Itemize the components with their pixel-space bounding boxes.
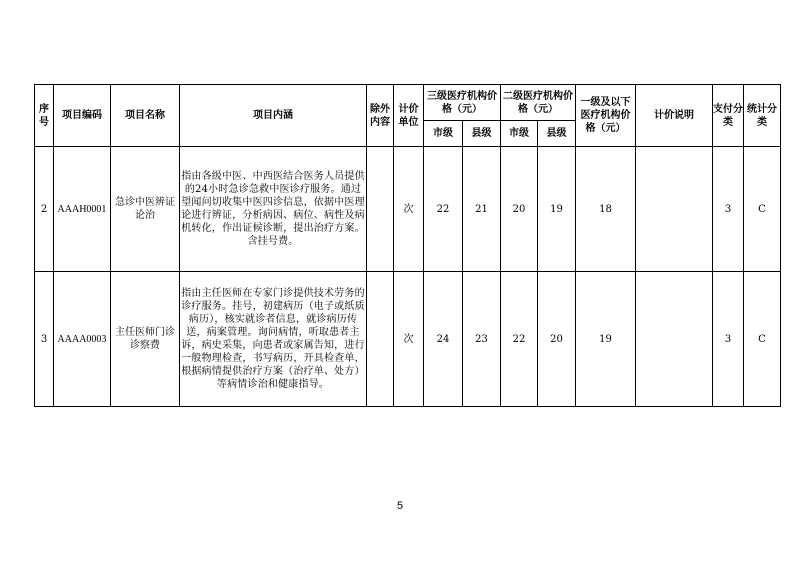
table-row: [35, 272, 781, 407]
header-seq: 序号: [35, 85, 54, 147]
cell-unit: 次: [394, 147, 424, 272]
cell-l3-city: 24: [424, 272, 463, 407]
fee-table: [34, 84, 781, 407]
cell-l2-county: 20: [538, 272, 576, 407]
header-code: 项目编码: [54, 85, 111, 147]
page-number: 5: [396, 500, 404, 512]
cell-content: 指由主任医师在专家门诊提供技术劳务的诊疗服务。挂号，初建病历（电子或纸质病历），核实就诊者信息，就诊病历传送，病案管理。询问病情，听取患者主诉，病史采集，向患者或家属告知，进行一般物理检查，书写病历，开具检查单，根据病情提供治疗方案（治疗单、处方）等病情诊治和健康指导。: [180, 272, 367, 407]
cell-seq: 2: [35, 147, 54, 272]
cell-unit: 次: [394, 272, 424, 407]
cell-l2-city: 22: [501, 272, 538, 407]
cell-pay: 3: [713, 272, 744, 407]
header-unit: 计价单位: [394, 85, 424, 147]
cell-l1: 19: [576, 272, 636, 407]
cell-stat: C: [744, 272, 781, 407]
cell-content: 指由各级中医、中西医结合医务人员提供的24小时急诊急救中医诊疗服务。通过望闻问切收集中医四诊信息，依据中医理论进行辨证，分析病因、病位、病性及病机转化，作出证候诊断，提出治疗方案。含挂号费。: [180, 147, 367, 272]
cell-note: [636, 147, 713, 272]
cell-code: AAAH0001: [54, 147, 111, 272]
header-l3-city: 市级: [424, 121, 463, 147]
header-level2: 二级医疗机构价格（元）: [501, 85, 576, 121]
cell-seq: 3: [35, 272, 54, 407]
header-level3: 三级医疗机构价格（元）: [424, 85, 501, 121]
header-note: 计价说明: [636, 85, 713, 147]
cell-exclude: [367, 147, 394, 272]
cell-pay: 3: [713, 147, 744, 272]
header-level1: 一级及以下医疗机构价格（元）: [576, 85, 636, 147]
cell-stat: C: [744, 147, 781, 272]
cell-note: [636, 272, 713, 407]
header-l2-city: 市级: [501, 121, 538, 147]
cell-l2-county: 19: [538, 147, 576, 272]
cell-exclude: [367, 272, 394, 407]
cell-l2-city: 20: [501, 147, 538, 272]
cell-name: 急诊中医辨证论治: [111, 147, 180, 272]
cell-code: AAAA0003: [54, 272, 111, 407]
header-row: [35, 85, 781, 121]
cell-l1: 18: [576, 147, 636, 272]
cell-l3-county: 23: [463, 272, 501, 407]
header-l3-county: 县级: [463, 121, 501, 147]
cell-l3-city: 22: [424, 147, 463, 272]
header-stat: 统计分类: [744, 85, 781, 147]
cell-name: 主任医师门诊诊察费: [111, 272, 180, 407]
cell-l3-county: 21: [463, 147, 501, 272]
header-name: 项目名称: [111, 85, 180, 147]
table-row: [35, 147, 781, 272]
header-pay: 支付分类: [713, 85, 744, 147]
header-content: 项目内涵: [180, 85, 367, 147]
header-exclude: 除外内容: [367, 85, 394, 147]
header-l2-county: 县级: [538, 121, 576, 147]
